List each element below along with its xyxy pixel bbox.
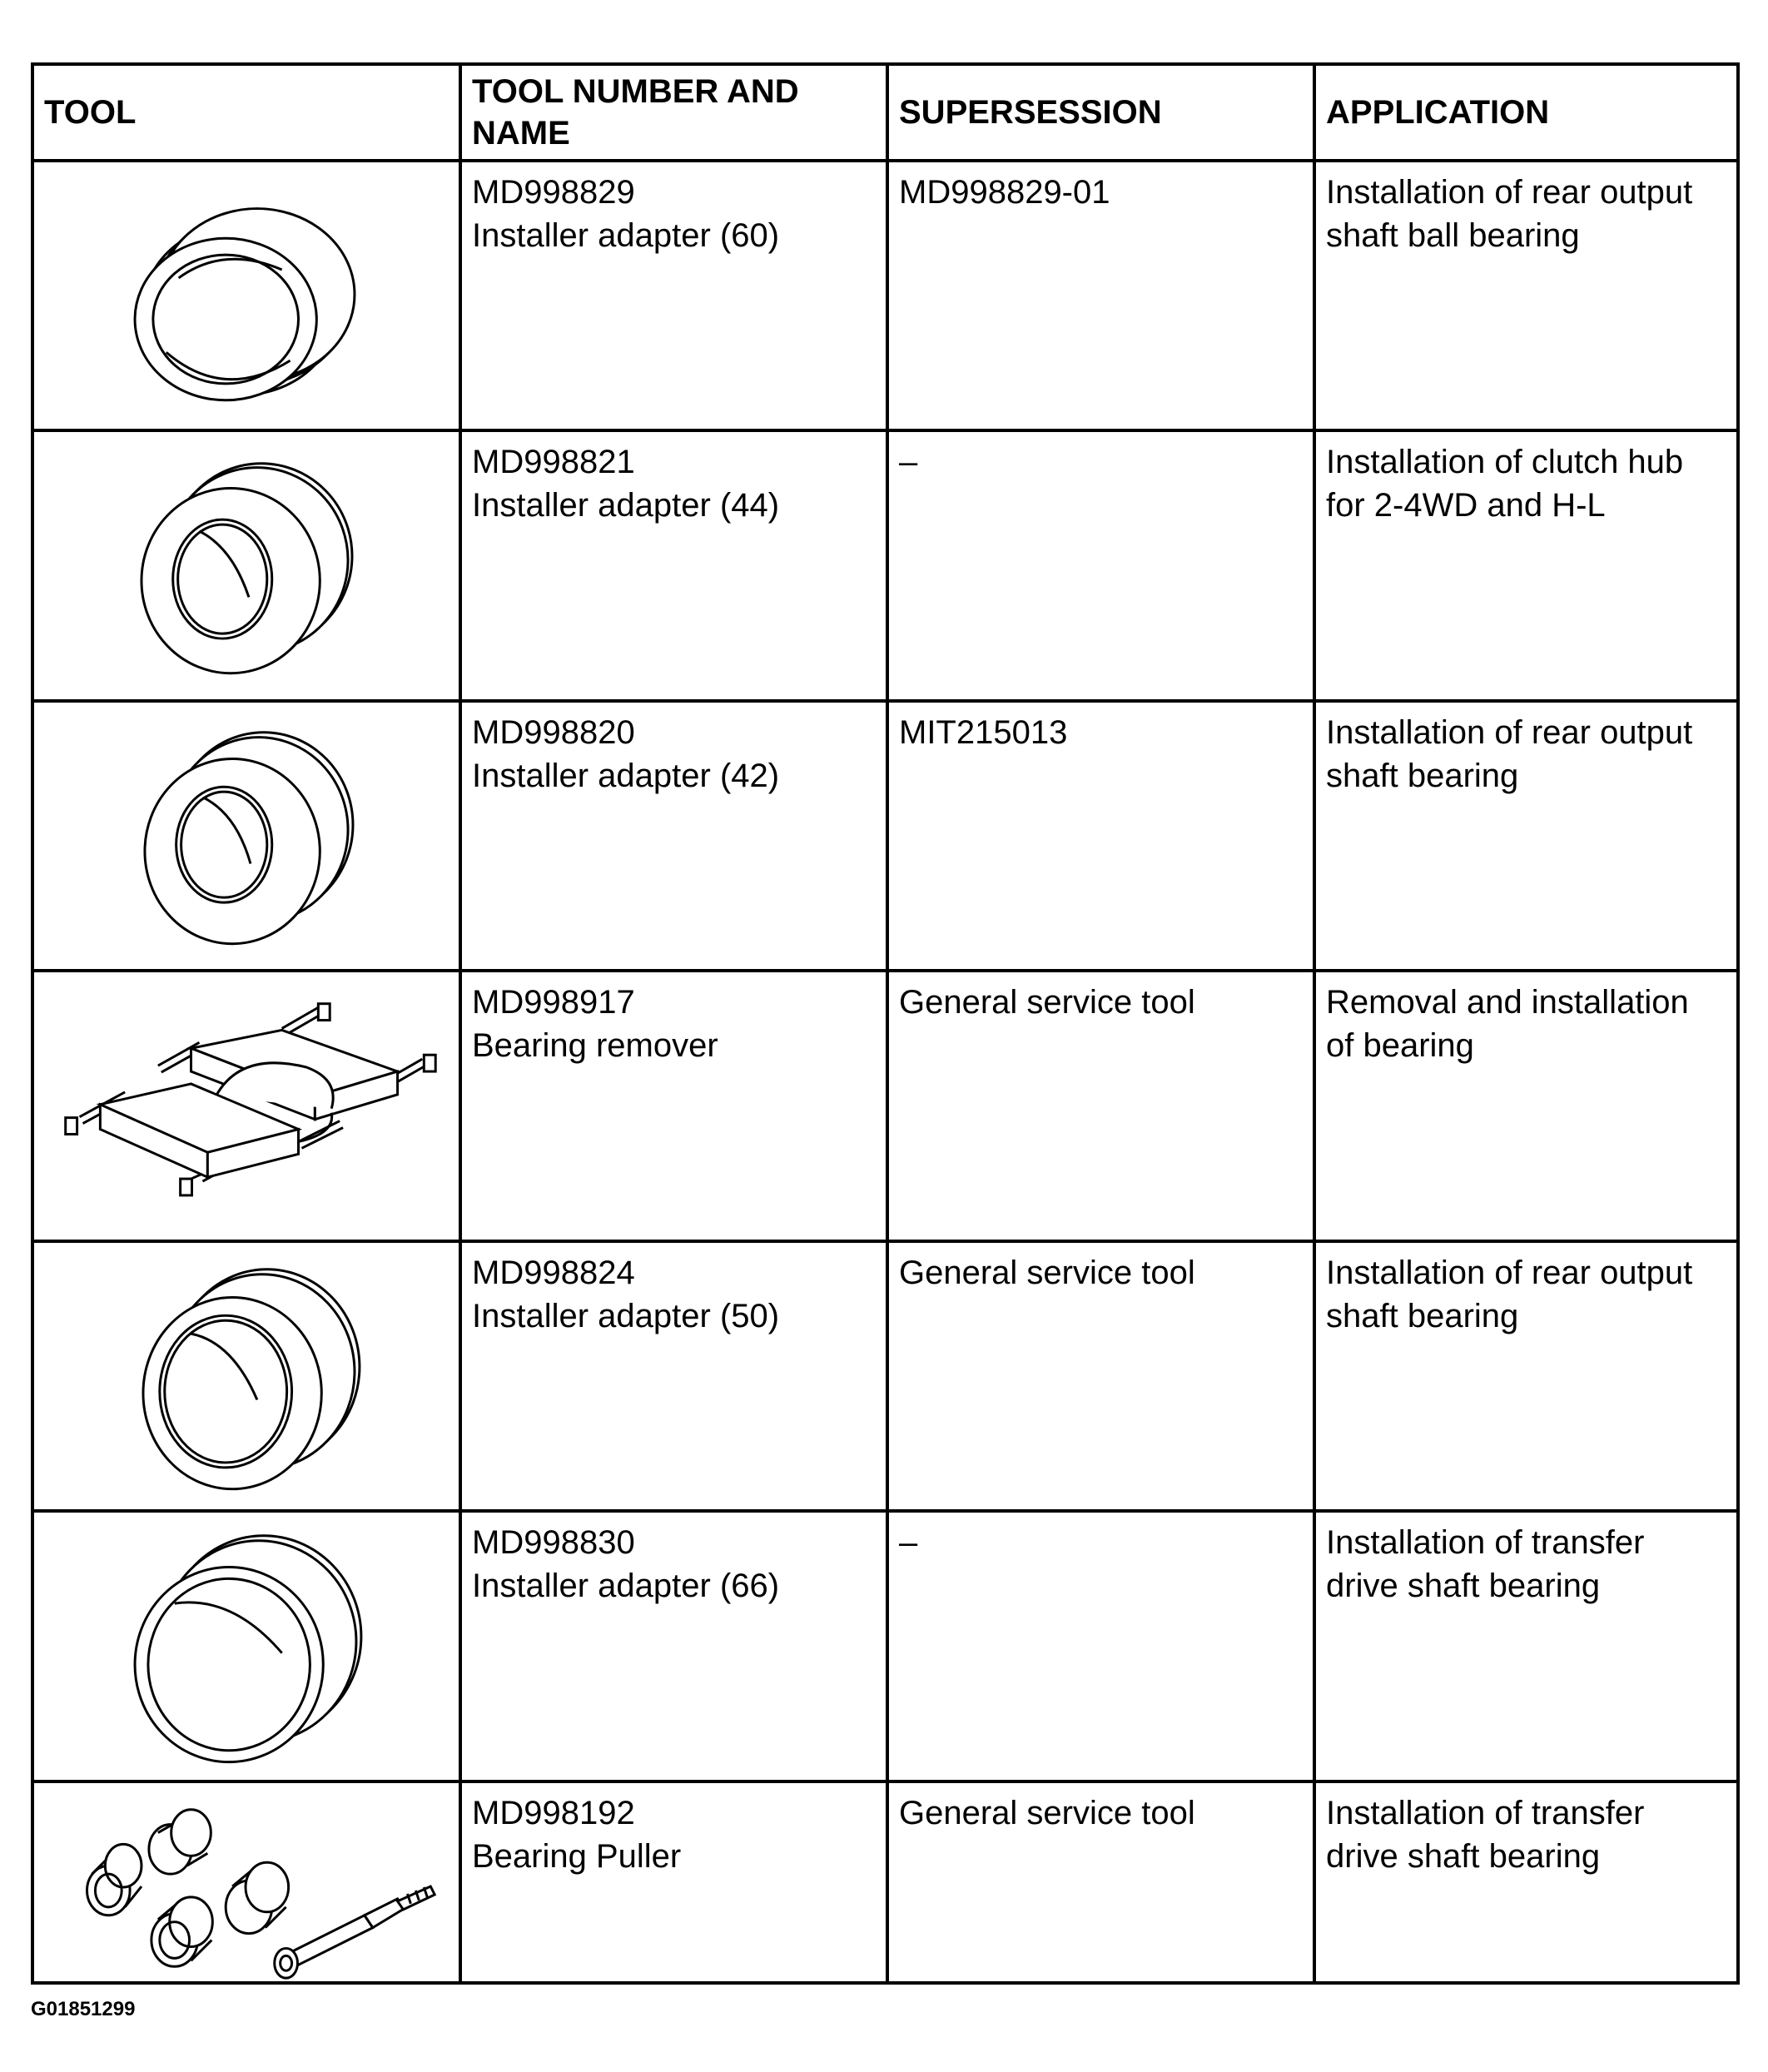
application-cell bbox=[1314, 701, 1738, 971]
supersession-value: – bbox=[899, 444, 918, 481]
tool-number: MD998829 bbox=[472, 174, 635, 211]
tool-name: Installer adapter (66) bbox=[472, 1568, 780, 1605]
tool-number-cell bbox=[460, 1781, 887, 1983]
application-line2: drive shaft bearing bbox=[1326, 1837, 1601, 1875]
tool-number: MD998821 bbox=[472, 444, 635, 481]
tool-name: Installer adapter (60) bbox=[472, 217, 780, 254]
header-tool-number-name bbox=[460, 64, 887, 161]
supersession-cell bbox=[887, 1781, 1314, 1983]
application-line1: Installation of rear output bbox=[1326, 713, 1693, 751]
figure-id: G01851299 bbox=[31, 1998, 136, 2020]
supersession-value: General service tool bbox=[899, 984, 1195, 1021]
tool-number: MD998830 bbox=[472, 1524, 635, 1562]
header-supersession: SUPERSESSION bbox=[887, 64, 1314, 161]
supersession-cell bbox=[887, 1241, 1314, 1511]
application-line1: Installation of transfer bbox=[1326, 1794, 1645, 1831]
tool-number-cell bbox=[460, 1241, 887, 1511]
supersession-cell bbox=[887, 971, 1314, 1240]
header-tool: TOOL bbox=[32, 64, 460, 161]
application-cell bbox=[1314, 971, 1738, 1240]
application-line2: shaft bearing bbox=[1326, 1297, 1519, 1334]
installer-adapter-60-icon bbox=[34, 162, 459, 429]
installer-adapter-50-icon bbox=[34, 1243, 459, 1509]
application-cell bbox=[1314, 1781, 1738, 1983]
tool-name: Installer adapter (50) bbox=[472, 1297, 780, 1334]
tool-number: MD998917 bbox=[472, 984, 635, 1021]
table-row bbox=[32, 430, 1738, 700]
supersession-value: General service tool bbox=[899, 1794, 1195, 1831]
application-line1: Installation of clutch hub bbox=[1326, 444, 1684, 481]
application-cell bbox=[1314, 161, 1738, 430]
tool-number: MD998192 bbox=[472, 1794, 635, 1831]
supersession-value: – bbox=[899, 1524, 918, 1562]
table-row bbox=[32, 971, 1738, 1240]
supersession-cell bbox=[887, 430, 1314, 700]
tool-image-cell bbox=[32, 1781, 460, 1983]
header-tool-number-line2: NAME bbox=[472, 115, 570, 152]
bearing-remover-icon bbox=[34, 972, 459, 1239]
application-cell bbox=[1314, 1241, 1738, 1511]
application-line1: Installation of transfer bbox=[1326, 1524, 1645, 1562]
header-application: APPLICATION bbox=[1314, 64, 1738, 161]
tool-number-cell bbox=[460, 161, 887, 430]
tool-image-cell bbox=[32, 1241, 460, 1511]
header-tool-number-line1: TOOL NUMBER AND bbox=[472, 73, 799, 110]
supersession-cell bbox=[887, 1511, 1314, 1781]
tool-number-cell bbox=[460, 1511, 887, 1781]
table-row bbox=[32, 1511, 1738, 1781]
installer-adapter-44-icon bbox=[34, 432, 459, 698]
bearing-puller-icon bbox=[34, 1783, 459, 1981]
tool-number: MD998824 bbox=[472, 1254, 635, 1291]
supersession-cell bbox=[887, 161, 1314, 430]
table-row bbox=[32, 161, 1738, 430]
application-line1: Installation of rear output bbox=[1326, 174, 1693, 211]
tool-image-cell bbox=[32, 1511, 460, 1781]
tool-name: Bearing remover bbox=[472, 1027, 718, 1065]
tool-number-cell bbox=[460, 701, 887, 971]
table-row bbox=[32, 1241, 1738, 1511]
tool-number: MD998820 bbox=[472, 713, 635, 751]
tool-number-cell bbox=[460, 971, 887, 1240]
application-line2: shaft ball bearing bbox=[1326, 217, 1580, 254]
application-line2: shaft bearing bbox=[1326, 757, 1519, 794]
application-line1: Removal and installation bbox=[1326, 984, 1689, 1021]
tool-image-cell bbox=[32, 430, 460, 700]
header-row bbox=[32, 64, 1738, 161]
tool-name: Installer adapter (44) bbox=[472, 487, 780, 524]
application-line1: Installation of rear output bbox=[1326, 1254, 1693, 1291]
special-tools-table bbox=[31, 62, 1740, 1985]
table-row bbox=[32, 701, 1738, 971]
tool-number-cell bbox=[460, 430, 887, 700]
supersession-value: MIT215013 bbox=[899, 713, 1068, 751]
tool-image-cell bbox=[32, 971, 460, 1240]
table-row bbox=[32, 1781, 1738, 1983]
application-line2: of bearing bbox=[1326, 1027, 1474, 1065]
tool-image-cell bbox=[32, 161, 460, 430]
application-line2: for 2-4WD and H-L bbox=[1326, 487, 1606, 524]
application-cell bbox=[1314, 1511, 1738, 1781]
application-line2: drive shaft bearing bbox=[1326, 1568, 1601, 1605]
installer-adapter-66-icon bbox=[34, 1513, 459, 1779]
application-cell bbox=[1314, 430, 1738, 700]
installer-adapter-42-icon bbox=[34, 703, 459, 969]
tool-image-cell bbox=[32, 701, 460, 971]
tool-name: Installer adapter (42) bbox=[472, 757, 780, 794]
supersession-value: MD998829-01 bbox=[899, 174, 1110, 211]
tool-name: Bearing Puller bbox=[472, 1837, 682, 1875]
supersession-value: General service tool bbox=[899, 1254, 1195, 1291]
supersession-cell bbox=[887, 701, 1314, 971]
